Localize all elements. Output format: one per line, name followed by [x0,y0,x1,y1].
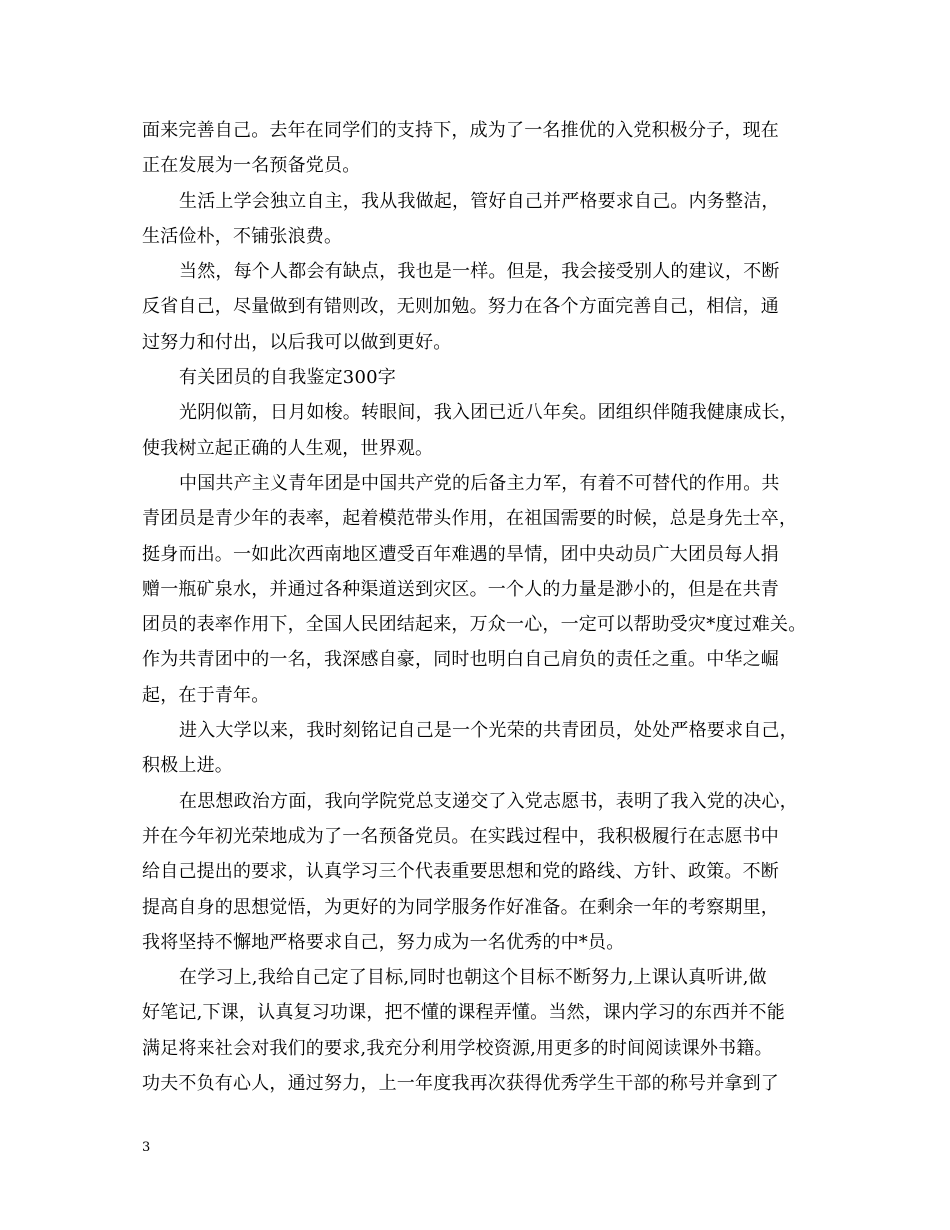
text-line: 中国共产主义青年团是中国共产党的后备主力军，有着不可替代的作用。共 [179,472,780,494]
text-line: 积极上进。 [142,755,233,777]
text-line: 生活俭朴，不铺张浪费。 [142,225,343,247]
text-line: 过努力和付出，以后我可以做到更好。 [142,331,452,353]
text-line: 功夫不负有心人，通过努力，上一年度我再次获得优秀学生干部的称号并拿到了 [142,1073,779,1095]
text-line: 起，在于青年。 [142,684,270,706]
text-line: 挺身而出。一如此次西南地区遭受百年难遇的旱情，团中央动员广大团员每人捐 [142,543,779,565]
text-line: 赠一瓶矿泉水，并通过各种渠道送到灾区。一个人的力量是渺小的，但是在共青 [142,578,779,600]
page-number: 3 [142,1140,151,1155]
text-line: 进入大学以来，我时刻铭记自己是一个光荣的共青团员，处处严格要求自己， [179,720,798,742]
text-line: 在学习上,我给自己定了目标,同时也朝这个目标不断努力,上课认真听讲,做 [179,967,767,989]
text-line: 使我树立起正确的人生观，世界观。 [142,437,434,459]
text-line: 有关团员的自我鉴定300字 [179,367,396,389]
text-line: 提高自身的思想觉悟，为更好的为同学服务作好准备。在剩余一年的考察期里， [142,896,779,918]
text-line: 面来完善自己。去年在同学们的支持下，成为了一名推优的入党积极分子，现在 [142,120,779,141]
text-line: 在思想政治方面，我向学院党总支递交了入党志愿书，表明了我入党的决心， [179,790,798,812]
text-line: 团员的表率作用下，全国人民团结起来，万众一心，一定可以帮助受灾*度过难关。 [142,614,807,636]
text-line: 当然，每个人都会有缺点，我也是一样。但是，我会接受别人的建议，不断 [179,261,780,283]
document-body [142,113,812,1101]
text-line: 光阴似箭，日月如梭。转眼间，我入团已近八年矣。团组织伴随我健康成长， [179,402,798,424]
text-line: 并在今年初光荣地成为了一名预备党员。在实践过程中，我积极履行在志愿书中 [142,825,779,847]
text-line: 好笔记,下课，认真复习功课，把不懂的课程弄懂。当然，课内学习的东西并不能 [142,1002,785,1024]
text-line: 作为共青团中的一名，我深感自豪，同时也明白自己肩负的责任之重。中华之崛 [142,649,779,671]
text-line: 正在发展为一名预备党员。 [142,155,361,177]
text-line: 给自己提出的要求，认真学习三个代表重要思想和党的路线、方针、政策。不断 [142,861,779,883]
text-line: 青团员是青少年的表率，起着模范带头作用，在祖国需要的时候，总是身先士卒， [142,508,798,530]
text-line: 反省自己，尽量做到有错则改，无则加勉。努力在各个方面完善自己，相信，通 [142,296,779,318]
text-line: 我将坚持不懈地严格要求自己，努力成为一名优秀的中*员。 [142,931,625,953]
text-line: 生活上学会独立自主，我从我做起，管好自己并严格要求自己。内务整洁， [179,190,780,212]
text-line: 满足将来社会对我们的要求,我充分利用学校资源,用更多的时间阅读课外书籍。 [142,1037,773,1059]
